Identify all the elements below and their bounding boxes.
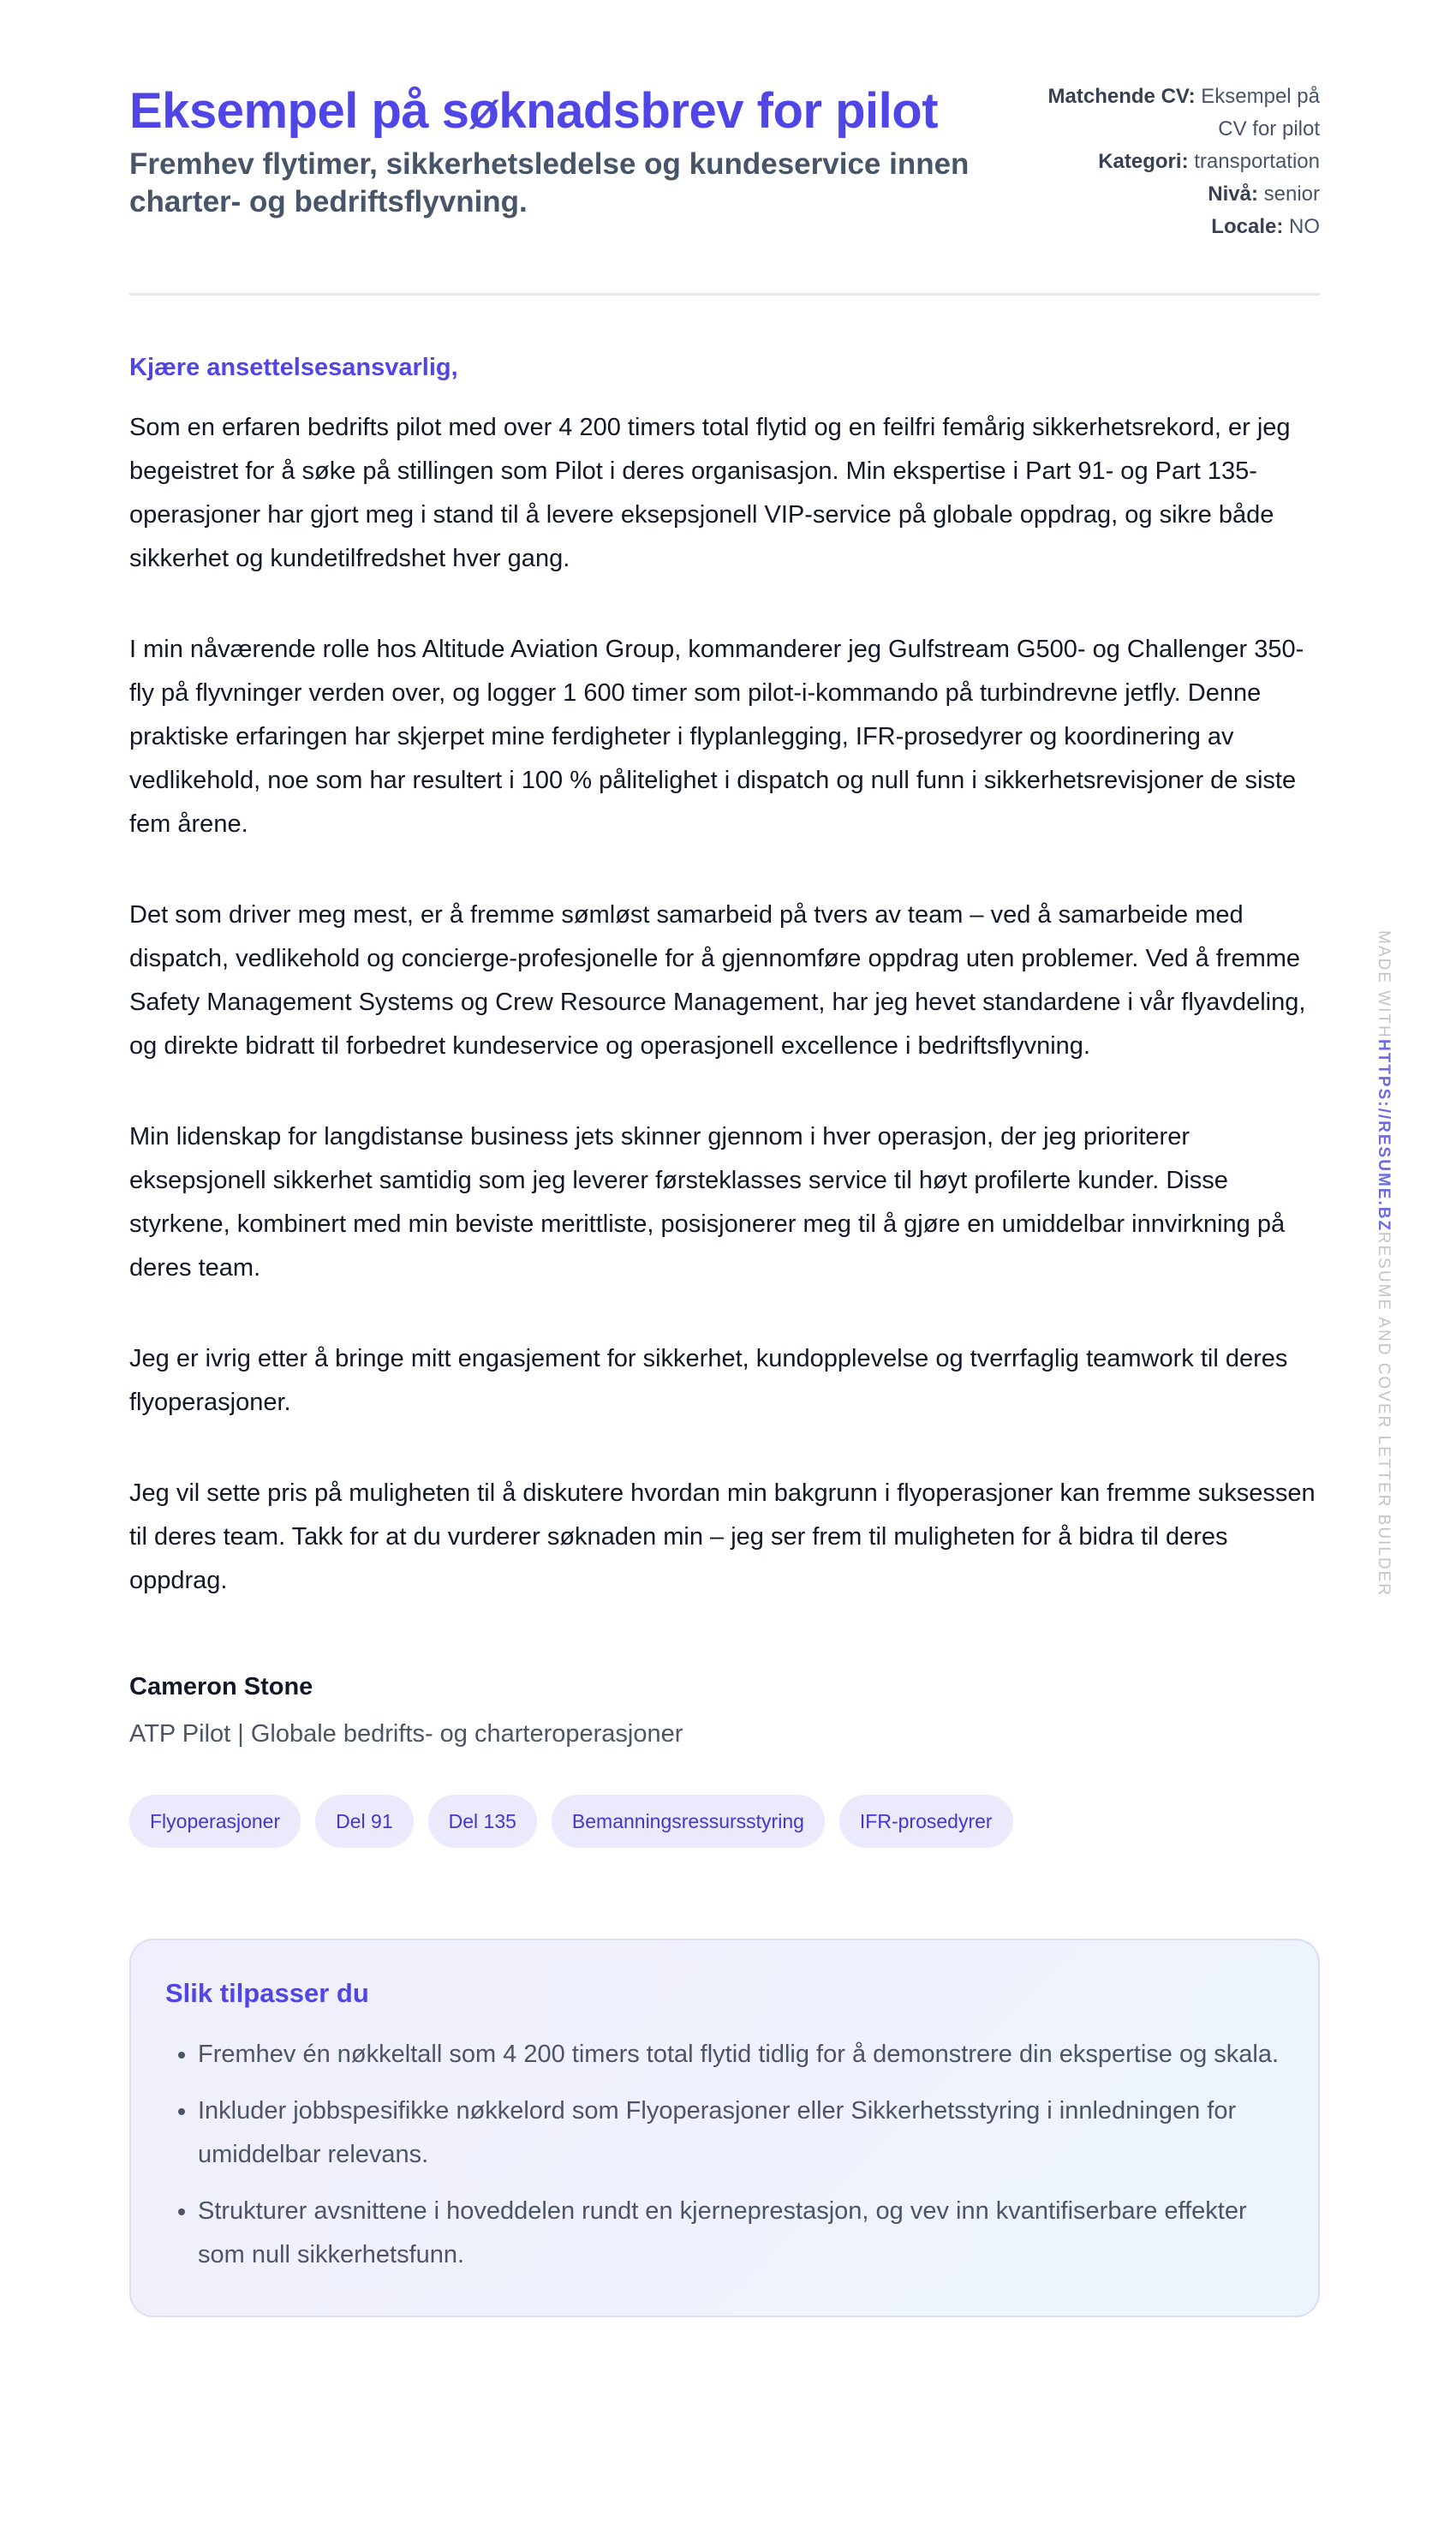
- tips-box: [129, 1939, 1320, 2317]
- tag: Del 91: [315, 1795, 413, 1848]
- page-subtitle: Fremhev flytimer, sikkerhetsledelse og kundeservice innen charter- og bedriftsflyvning.: [129, 147, 970, 218]
- meta-label: Locale:: [1211, 215, 1284, 238]
- paragraph: Jeg er ivrig etter å bringe mitt engasjement for sikkerhet, kundopplevelse og tverrfaglig teamwork til deres flyoperasjoner.: [129, 1345, 1288, 1416]
- divider: [129, 293, 1320, 296]
- paragraph: Jeg vil sette pris på muligheten til å diskutere hvordan min bakgrunn i flyoperasjoner kan fremme suksessen til deres team. Takk for at du vurderer søknaden min – jeg ser frem til muligheten for å bidra til deres oppdrag.: [129, 1479, 1316, 1594]
- tag: Flyoperasjoner: [129, 1795, 301, 1848]
- tip-item: • Inkluder jobbspesifikke nøkkelord som Flyoperasjoner eller Sikkerhetsstyring i innledningen for umiddelbar relevans.: [198, 2089, 1284, 2177]
- signature-title: ATP Pilot | Globale bedrifts- og charteroperasjoner: [129, 1720, 683, 1748]
- tips-list: [165, 2033, 1284, 2277]
- tag: Del 135: [428, 1795, 537, 1848]
- paragraph: Som en erfaren bedrifts pilot med over 4 200 timers total flytid og en feilfri femårig sikkerhetsrekord, er jeg begeistret for å søke på stillingen som Pilot i deres organisasjon. Min ekspertise i Part 91- og Part 135-operasjoner har gjort meg i stand til å levere eksepsjonell VIP-service på globale oppdrag, og sikre både sikkerhet og kundetilfredshet hver gang.: [129, 414, 1291, 572]
- watermark-link[interactable]: HTTPS://RESUME.BZ: [1375, 1038, 1393, 1232]
- meta-label: Matchende CV:: [1047, 85, 1196, 108]
- tips-title: Slik tilpasser du: [165, 1978, 369, 2008]
- meta-value: Eksempel på CV for pilot: [1201, 85, 1320, 140]
- tip-item: • Strukturer avsnittene i hoveddelen rundt en kjerneprestasjon, og vev inn kvantifiserbare effekter som null sikkerhetsfunn.: [198, 2190, 1284, 2277]
- page-title: Eksempel på søknadsbrev for pilot: [129, 83, 939, 139]
- meta-info: [1046, 81, 1320, 243]
- meta-value: NO: [1289, 215, 1320, 238]
- tip-item: • Fremhev én nøkkeltall som 4 200 timers total flytid tidlig for å demonstrere din ekspertise og skala.: [198, 2033, 1284, 2077]
- tag-list: [129, 1795, 1320, 1848]
- paragraph: I min nåværende rolle hos Altitude Aviation Group, kommanderer jeg Gulfstream G500- og Challenger 350-fly på flyvninger verden over, og logger 1 600 timer som pilot-i-kommando på turbindrevne jetfly. Denne praktiske erfaringen har skjerpet mine ferdigheter i flyplanlegging, IFR-prosedyrer og koordinering av vedlikehold, noe som har resultert i 100 % pålitelighet i dispatch og null funn i sikkerhetsrevisjoner de siste fem årene.: [129, 636, 1304, 838]
- letter-body: [129, 406, 1320, 1603]
- meta-label: Nivå:: [1208, 182, 1258, 206]
- watermark-suffix: RESUME AND COVER LETTER BUILDER: [1375, 1231, 1393, 1598]
- paragraph: Det som driver meg mest, er å fremme sømløst samarbeid på tvers av team – ved å samarbeide med dispatch, vedlikehold og concierge-profesjonelle for å gjennomføre oppdrag uten problemer. Ved å fremme Safety Management Systems og Crew Resource Management, har jeg hevet standardene i vår flyavdeling, og direkte bidratt til forbedret kundeservice og operasjonell excellence i bedriftsflyvning.: [129, 901, 1306, 1060]
- header: [129, 0, 1320, 243]
- meta-level: [1046, 178, 1320, 211]
- cover-letter-page: [129, 0, 1320, 2317]
- meta-category: [1046, 146, 1320, 178]
- signature-name: Cameron Stone: [129, 1673, 313, 1700]
- tag: Bemanningsressursstyring: [552, 1795, 825, 1848]
- meta-value: transportation: [1194, 150, 1320, 173]
- meta-locale: [1046, 211, 1320, 243]
- meta-label: Kategori:: [1098, 150, 1189, 173]
- watermark: [1374, 930, 1393, 1597]
- title-block: [129, 81, 1020, 243]
- watermark-prefix: MADE WITH: [1375, 930, 1393, 1039]
- tag: IFR-prosedyrer: [839, 1795, 1013, 1848]
- paragraph: Min lidenskap for langdistanse business jets skinner gjennom i hver operasjon, der jeg prioriterer eksepsjonell sikkerhet samtidig som jeg leverer førsteklasses service til høyt profilerte kunder. Disse styrkene, kombinert med min beviste merittliste, posisjonerer meg til å gjøre en umiddelbar innvirkning på deres team.: [129, 1123, 1286, 1282]
- meta-value: senior: [1263, 182, 1320, 206]
- greeting: Kjære ansettelsesansvarlig,: [129, 354, 458, 381]
- meta-matching-cv: [1046, 81, 1320, 146]
